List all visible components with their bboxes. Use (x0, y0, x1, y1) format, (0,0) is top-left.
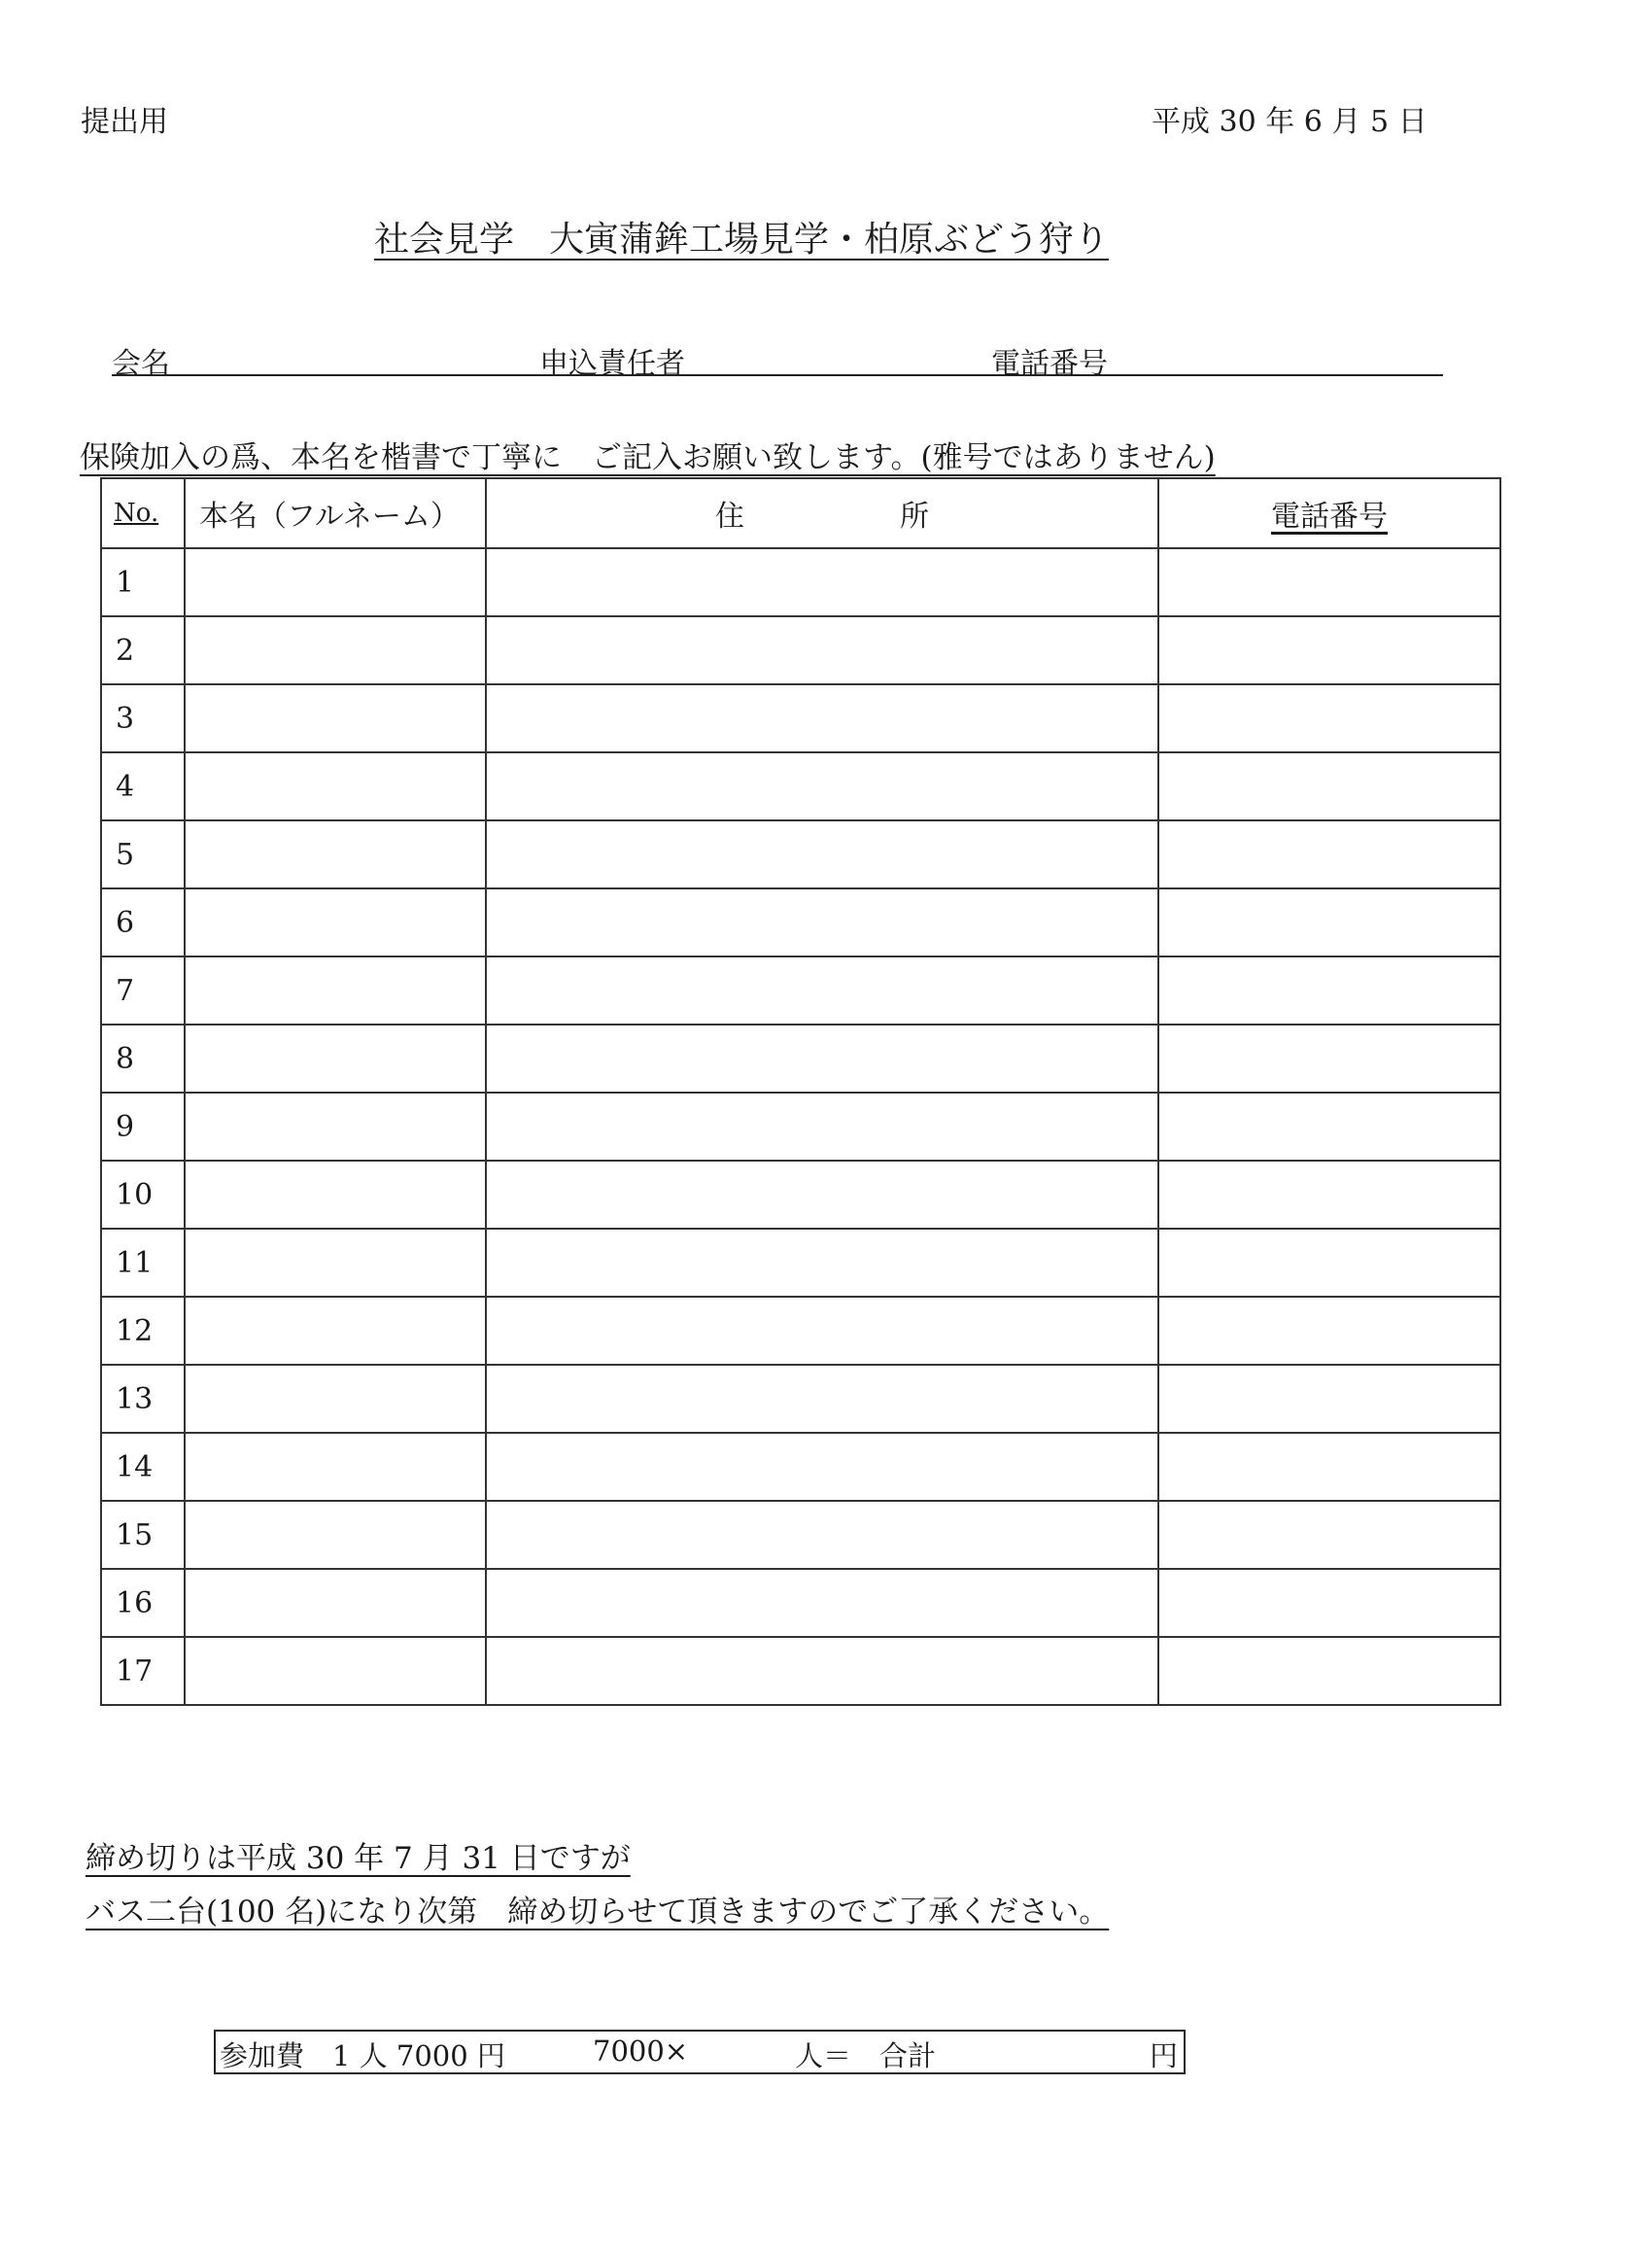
address-cell[interactable] (486, 1025, 1158, 1093)
name-cell[interactable] (185, 888, 486, 956)
phone-cell[interactable] (1158, 1365, 1500, 1433)
address-cell[interactable] (486, 956, 1158, 1025)
name-cell[interactable] (185, 752, 486, 820)
name-cell[interactable] (185, 548, 486, 616)
table-row (101, 1025, 1500, 1093)
phone-cell[interactable] (1158, 820, 1500, 888)
address-cell[interactable] (486, 1569, 1158, 1637)
name-cell[interactable] (185, 684, 486, 752)
address-cell[interactable] (486, 616, 1158, 684)
fee-yen: 円 (1149, 2039, 1178, 2072)
table-row (101, 1161, 1500, 1229)
header-name: 本名（フルネーム） (185, 478, 486, 548)
name-cell[interactable] (185, 1229, 486, 1297)
address-cell[interactable] (486, 548, 1158, 616)
phone-cell[interactable] (1158, 1025, 1500, 1093)
phone-cell[interactable] (1158, 1569, 1500, 1637)
name-cell[interactable] (185, 1365, 486, 1433)
phone-number-label: 電話番号 (991, 347, 1108, 381)
phone-cell[interactable] (1158, 548, 1500, 616)
phone-cell[interactable] (1158, 1501, 1500, 1569)
document-title: 社会見学 大寅蒲鉾工場見学・柏原ぶどう狩り (374, 220, 1110, 260)
fee-label: 参加費 1 人 7000 円 (220, 2039, 505, 2072)
address-cell[interactable] (486, 1433, 1158, 1501)
name-cell[interactable] (185, 1637, 486, 1705)
applicant-info-row (112, 335, 1443, 381)
row-number: 4 (101, 752, 185, 820)
phone-cell[interactable] (1158, 888, 1500, 956)
table-row (101, 684, 1500, 752)
table-row (101, 956, 1500, 1025)
row-number: 11 (101, 1229, 185, 1297)
row-number: 3 (101, 684, 185, 752)
header-phone: 電話番号 (1158, 478, 1500, 548)
table-header-row (101, 478, 1500, 548)
row-number: 9 (101, 1093, 185, 1161)
row-number: 16 (101, 1569, 185, 1637)
table-row (101, 1297, 1500, 1365)
table-row (101, 1365, 1500, 1433)
group-name-label: 会名 (112, 347, 170, 381)
name-cell[interactable] (185, 1161, 486, 1229)
phone-cell[interactable] (1158, 616, 1500, 684)
participation-fee-box (214, 2030, 1186, 2074)
row-number: 5 (101, 820, 185, 888)
row-number: 15 (101, 1501, 185, 1569)
row-number: 14 (101, 1433, 185, 1501)
address-cell[interactable] (486, 888, 1158, 956)
name-cell[interactable] (185, 1569, 486, 1637)
table-row (101, 616, 1500, 684)
address-cell[interactable] (486, 1501, 1158, 1569)
address-cell[interactable] (486, 1637, 1158, 1705)
row-number: 12 (101, 1297, 185, 1365)
participant-table (100, 477, 1501, 1706)
row-number: 2 (101, 616, 185, 684)
name-cell[interactable] (185, 1501, 486, 1569)
phone-cell[interactable] (1158, 684, 1500, 752)
address-cell[interactable] (486, 752, 1158, 820)
address-cell[interactable] (486, 1297, 1158, 1365)
row-number: 6 (101, 888, 185, 956)
deadline-text-line1: 締め切りは平成 30 年 7 月 31 日ですが (86, 1841, 631, 1876)
responsible-person-label: 申込責任者 (539, 347, 685, 381)
row-number: 17 (101, 1637, 185, 1705)
name-cell[interactable] (185, 1297, 486, 1365)
phone-cell[interactable] (1158, 1161, 1500, 1229)
header-address: 住 所 (486, 478, 1158, 548)
name-cell[interactable] (185, 820, 486, 888)
phone-cell[interactable] (1158, 1093, 1500, 1161)
address-cell[interactable] (486, 1229, 1158, 1297)
address-cell[interactable] (486, 820, 1158, 888)
table-row (101, 1501, 1500, 1569)
address-cell[interactable] (486, 684, 1158, 752)
address-cell[interactable] (486, 1161, 1158, 1229)
row-number: 1 (101, 548, 185, 616)
name-cell[interactable] (185, 1433, 486, 1501)
table-row (101, 548, 1500, 616)
table-row (101, 752, 1500, 820)
table-row (101, 820, 1500, 888)
row-number: 7 (101, 956, 185, 1025)
table-row (101, 1229, 1500, 1297)
instruction-text: 保険加入の爲、本名を楷書で丁寧に ご記入お願い致します。(雅号ではありません) (80, 440, 1216, 475)
fee-calc: 7000× (593, 2034, 689, 2068)
document-date: 平成 30 年 6 月 5 日 (1152, 105, 1428, 139)
phone-cell[interactable] (1158, 1637, 1500, 1705)
phone-cell[interactable] (1158, 1433, 1500, 1501)
row-number: 13 (101, 1365, 185, 1433)
row-number: 8 (101, 1025, 185, 1093)
header-no: No. (101, 478, 185, 548)
deadline-text-line2: バス二台(100 名)になり次第 締め切らせて頂きますのでご了承ください。 (86, 1895, 1110, 1930)
fee-persons-total: 人＝ 合計 (795, 2039, 937, 2072)
table-row (101, 888, 1500, 956)
phone-cell[interactable] (1158, 956, 1500, 1025)
phone-cell[interactable] (1158, 752, 1500, 820)
submission-label: 提出用 (81, 105, 168, 139)
address-cell[interactable] (486, 1093, 1158, 1161)
address-cell[interactable] (486, 1365, 1158, 1433)
phone-cell[interactable] (1158, 1229, 1500, 1297)
name-cell[interactable] (185, 1025, 486, 1093)
phone-cell[interactable] (1158, 1297, 1500, 1365)
table-row (101, 1637, 1500, 1705)
table-row (101, 1093, 1500, 1161)
name-cell[interactable] (185, 616, 486, 684)
table-row (101, 1569, 1500, 1637)
row-number: 10 (101, 1161, 185, 1229)
name-cell[interactable] (185, 1093, 486, 1161)
name-cell[interactable] (185, 956, 486, 1025)
table-row (101, 1433, 1500, 1501)
